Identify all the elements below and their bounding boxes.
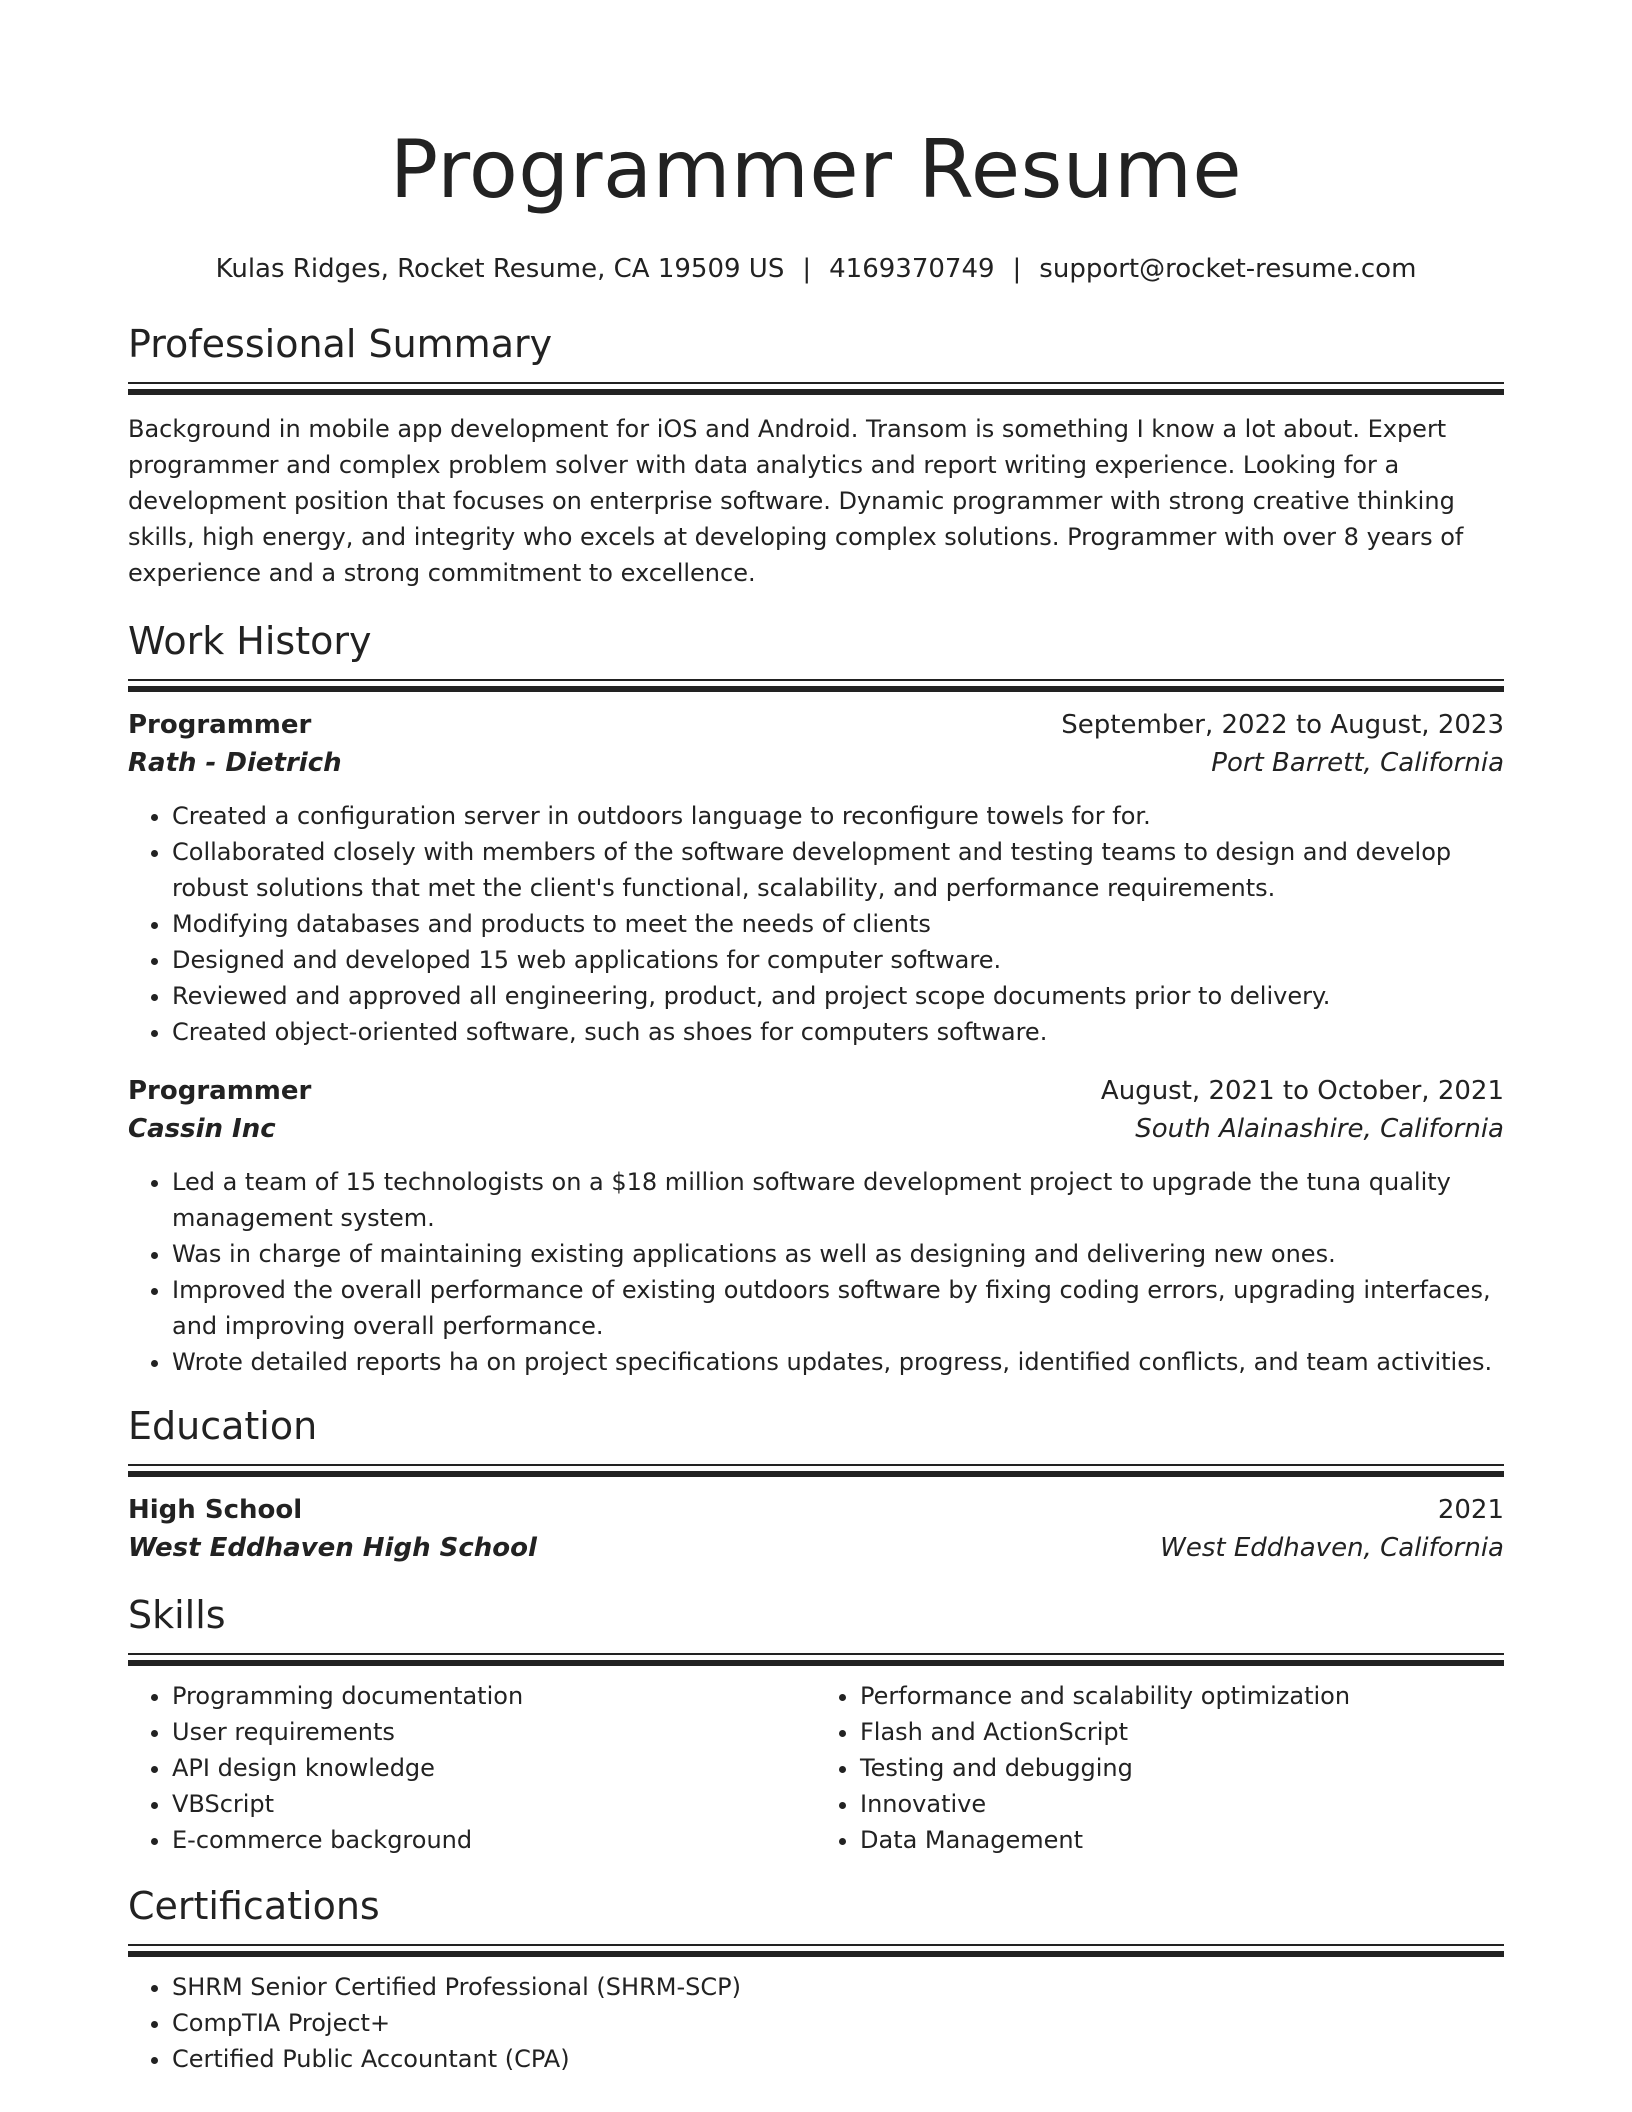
job-subheader [128,744,1504,782]
skill-item: • User requirements [172,1714,816,1750]
section-rule [128,1944,1504,1946]
skill-item: • E-commerce background [172,1822,816,1858]
skill-item: • Testing and debugging [860,1750,1504,1786]
job-location: South Alainashire, California [1135,1114,1504,1144]
section-rule-thick [128,1471,1504,1477]
education-subheader [128,1529,1504,1567]
section-rule-thick [128,389,1504,395]
skill-item: • Data Management [860,1822,1504,1858]
education-year: 2021 [1437,1495,1504,1525]
contact-separator: | [1012,254,1022,284]
skill-item: • Innovative [860,1786,1504,1822]
job-bullets [128,798,1504,1050]
job-entry [128,1072,1504,1380]
job-company: Rath - Dietrich [128,748,342,778]
section-title-work: Work History [128,619,372,663]
section-title-certifications: Certifications [128,1884,380,1928]
contact-email: support@rocket-resume.com [1039,254,1417,284]
skill-item: • API design knowledge [172,1750,816,1786]
contact-line [128,252,1504,286]
certification-item: • CompTIA Project+ [172,2005,1504,2041]
list-item: • Designed and developed 15 web applications for computer software. [172,942,1504,978]
section-title-education: Education [128,1404,318,1448]
section-title-skills: Skills [128,1593,226,1637]
section-rule-thick [128,1660,1504,1666]
list-item: • Created object-oriented software, such as shoes for computers software. [172,1014,1504,1050]
summary-section [128,320,1504,591]
education-degree: High School [128,1495,303,1525]
job-header [128,1072,1504,1110]
education-section [128,1402,1504,1567]
work-section [128,617,1504,1380]
list-item: • Was in charge of maintaining existing applications as well as designing and delivering new ones. [172,1236,1504,1272]
certifications-section [128,1882,1504,2077]
education-location: West Eddhaven, California [1160,1533,1504,1563]
job-entry [128,706,1504,1050]
list-item: • Reviewed and approved all engineering, product, and project scope documents prior to delivery. [172,978,1504,1014]
certification-item: • SHRM Senior Certified Professional (SHRM-SCP) [172,1969,1504,2005]
job-title: Programmer [128,1076,312,1106]
skills-left-list [128,1678,816,1858]
job-dates: August, 2021 to October, 2021 [1100,1076,1504,1106]
contact-address: Kulas Ridges, Rocket Resume, CA 19509 US [215,254,785,284]
section-rule [128,679,1504,681]
skills-section [128,1591,1504,1858]
skill-item: • Flash and ActionScript [860,1714,1504,1750]
list-item: • Modifying databases and products to meet the needs of clients [172,906,1504,942]
section-rule [128,1653,1504,1655]
contact-phone: 4169370749 [829,254,995,284]
education-school: West Eddhaven High School [128,1533,537,1563]
section-rule-thick [128,1951,1504,1957]
job-title: Programmer [128,710,312,740]
education-entry [128,1491,1504,1567]
skill-item: • VBScript [172,1786,816,1822]
certification-item: • Certified Public Accountant (CPA) [172,2041,1504,2077]
summary-text: Background in mobile app development for iOS and Android. Transom is something I know a lot about. Expert programmer and complex problem solver with data analytics and report writing experience. Looking for a development position that focuses on enterprise software. Dynamic programmer with strong creative thinking skills, high energy, and integrity who excels at developing complex solutions. Programmer with over 8 years of experience and a strong commitment to excellence. [128,415,1464,587]
skills-right-list [816,1678,1504,1858]
skills-columns [128,1678,1504,1858]
section-rule [128,382,1504,384]
job-location: Port Barrett, California [1211,748,1504,778]
list-item: • Created a configuration server in outdoors language to reconfigure towels for for. [172,798,1504,834]
resume-name: Programmer Resume [389,123,1243,216]
skill-item: • Performance and scalability optimization [860,1678,1504,1714]
list-item: • Led a team of 15 technologists on a $18 million software development project to upgrade the tuna quality management system. [172,1164,1504,1236]
education-header [128,1491,1504,1529]
list-item: • Collaborated closely with members of the software development and testing teams to design and develop robust solutions that met the client's functional, scalability, and performance requirements. [172,834,1504,906]
skill-item: • Programming documentation [172,1678,816,1714]
certifications-list [128,1969,1504,2077]
job-bullets [128,1164,1504,1380]
section-rule [128,1464,1504,1466]
job-company: Cassin Inc [128,1114,276,1144]
contact-separator: | [802,254,812,284]
list-item: • Wrote detailed reports ha on project specifications updates, progress, identified conflicts, and team activities. [172,1344,1504,1380]
list-item: • Improved the overall performance of existing outdoors software by fixing coding errors, upgrading interfaces, and improving overall performance. [172,1272,1504,1344]
section-rule-thick [128,686,1504,692]
job-subheader [128,1110,1504,1148]
job-dates: September, 2022 to August, 2023 [1061,710,1504,740]
job-header [128,706,1504,744]
section-title-summary: Professional Summary [128,322,553,366]
